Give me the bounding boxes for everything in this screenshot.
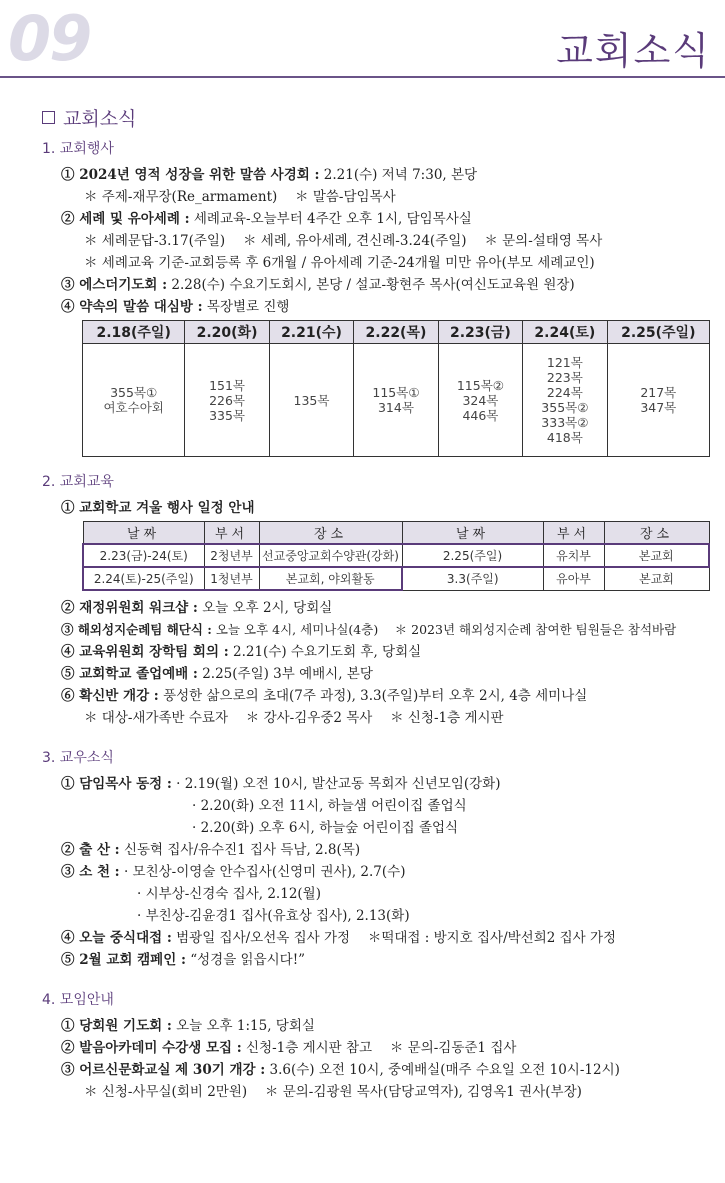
winter-header: 장소 [604, 522, 709, 545]
edu-item-2-label: ② 재정위원회 워크샵 : [61, 600, 198, 616]
table-cell: 본교회 [604, 544, 709, 567]
edu-item-3-label: ③ 해외성지순례팀 해단식 : [61, 622, 212, 637]
visit-group: 347목 [640, 400, 677, 415]
table-cell: 2.25(주일) [402, 544, 543, 567]
visit-header: 2.25(주일) [607, 321, 709, 344]
event-item-4 [42, 296, 712, 318]
edu-item-1 [42, 497, 712, 519]
meeting-item-3-note: ＊ 신청-사무실(회비 2만원) ＊ 문의-김광원 목사(담당교역자), 김영옥1 권사(부장) [84, 1084, 582, 1100]
edu-item-5 [42, 663, 712, 685]
visit-group: 여호수아회 [103, 400, 164, 415]
visit-cell [354, 344, 438, 457]
visit-group: 446목 [462, 407, 499, 423]
page-title: 교회소식 [556, 29, 711, 73]
winter-header: 부서 [543, 522, 604, 545]
edu-item-1-label: ① 교회학교 겨울 행사 일정 안내 [61, 500, 255, 516]
member-item-1-line: · 2.20(화) 오전 11시, 하늘샘 어린이집 졸업식 [192, 798, 467, 814]
edu-item-3-text: 오늘 오후 4시, 세미나실(4층) ＊ 2023년 해외성지순례 참여한 팀원들은 참석바람 [211, 622, 677, 637]
square-icon [42, 111, 55, 124]
event-item-3-label: ③ 에스더기도회 : [61, 277, 168, 293]
member-item-4-text: 범광일 집사/오선옥 집사 가정 ＊떡대접 : 방지호 집사/박선희2 집사 가정 [171, 930, 617, 946]
visit-header: 2.18(주일) [83, 321, 185, 344]
event-item-3 [42, 274, 712, 296]
event-item-2 [42, 208, 712, 230]
event-item-3-text: 2.28(수) 수요기도회시, 본당 / 설교-황현주 목사(여신도교육원 원장) [167, 277, 575, 293]
winter-header: 날짜 [402, 522, 543, 545]
section-title-text: 교회소식 [63, 108, 137, 130]
visit-group: 355목② [541, 400, 589, 415]
visit-cell [185, 344, 269, 457]
member-item-1 [42, 773, 712, 795]
member-item-3-label: ③ 소 천 : [61, 864, 120, 880]
meeting-item-3-label: ③ 어르신문화교실 제 30기 개강 : [61, 1062, 266, 1078]
visit-group: 333목② [541, 415, 589, 430]
meeting-item-1 [42, 1015, 712, 1037]
visit-schedule-table [82, 320, 710, 457]
table-cell: 3.3(주일) [402, 567, 543, 590]
event-item-1-label: ① 2024년 영적 성장을 위한 말씀 사경회 : [61, 167, 320, 183]
meeting-item-2-label: ② 발음아카데미 수강생 모집 : [61, 1040, 242, 1056]
edu-item-6 [42, 685, 712, 707]
meeting-item-2-text: 신청-1층 게시판 참고 ＊ 문의-김동준1 집사 [241, 1040, 517, 1056]
header-divider [0, 76, 725, 78]
winter-header: 부서 [204, 522, 259, 545]
visit-group: 355목① [110, 385, 158, 400]
visit-group: 314목 [377, 400, 414, 415]
member-item-5-label: ⑤ 2월 교회 캠페인 : [61, 952, 186, 968]
table-cell: 2청년부 [204, 544, 259, 567]
edu-item-4 [42, 641, 712, 663]
member-item-2-text: 신동혁 집사/유수진1 집사 득남, 2.8(목) [119, 842, 361, 858]
category-events: 1. 교회행사 [42, 141, 114, 157]
edu-item-6-note: ＊ 대상-새가족반 수료자 ＊ 강사-김우중2 목사 ＊ 신청-1층 게시판 [84, 710, 504, 726]
visit-group: 115목① [372, 385, 420, 400]
visit-header: 2.21(수) [269, 321, 353, 344]
event-item-1-text: 2.21(수) 저녁 7:30, 본당 [319, 167, 478, 183]
meeting-item-2 [42, 1037, 712, 1059]
edu-item-2-text: 오늘 오후 2시, 당회실 [197, 600, 333, 616]
event-item-2-note2: ＊ 세례교육 기준-교회등록 후 6개월 / 유아세례 기준-24개월 미만 유아(부모 세례교인) [84, 255, 595, 271]
section-title [42, 104, 136, 131]
visit-header: 2.24(토) [523, 321, 607, 344]
event-item-1-note: ＊ 주제-재무장(Re_armament) ＊ 말씀-담임목사 [84, 189, 396, 205]
table-cell: 선교중앙교회수양관(강화) [259, 544, 402, 567]
visit-cell [523, 344, 607, 457]
event-item-1 [42, 164, 712, 186]
member-item-3-line: · 모친상-이영술 안수집사(신영미 권사), 2.7(수) [123, 864, 406, 880]
visit-group: 135목 [293, 392, 330, 408]
table-cell: 유아부 [543, 567, 604, 590]
visit-group: 223목 [546, 370, 583, 385]
edu-item-3 [42, 619, 712, 641]
member-item-4 [42, 927, 712, 949]
member-item-3 [42, 861, 712, 883]
member-item-5-text: “성경을 읽읍시다!” [185, 952, 306, 968]
visit-cell [83, 344, 185, 457]
table-cell: 본교회 [604, 567, 709, 590]
table-cell: 본교회, 야외활동 [259, 567, 402, 590]
member-item-2 [42, 839, 712, 861]
visit-group: 324목 [462, 392, 499, 408]
meeting-item-3 [42, 1059, 712, 1081]
winter-header: 날짜 [83, 522, 204, 545]
edu-item-6-text: 풍성한 삶으로의 초대(7주 과정), 3.3(주일)부터 오후 2시, 4층 세미나실 [158, 688, 588, 704]
visit-cell [269, 344, 353, 457]
member-item-3-line: · 부친상-김윤경1 집사(유효상 집사), 2.13(화) [137, 908, 410, 924]
table-cell: 1청년부 [204, 567, 259, 590]
visit-header: 2.22(목) [354, 321, 438, 344]
winter-schedule-table [82, 521, 710, 591]
visit-header: 2.20(화) [185, 321, 269, 344]
edu-item-5-label: ⑤ 교회학교 졸업예배 : [61, 666, 198, 682]
event-item-2-text: 세례교육-오늘부터 4주간 오후 1시, 담임목사실 [189, 211, 472, 227]
visit-group: 335목 [209, 407, 246, 423]
member-item-3-line: · 시부상-신경숙 집사, 2.12(월) [137, 886, 321, 902]
meeting-item-3-text: 3.6(수) 오전 10시, 중예배실(매주 수요일 오전 10시-12시) [265, 1062, 620, 1078]
category-education: 2. 교회교육 [42, 474, 114, 490]
member-item-5 [42, 949, 712, 971]
edu-item-4-label: ④ 교육위원회 장학팀 회의 : [61, 644, 229, 660]
edu-item-4-text: 2.21(수) 수요기도회 후, 당회실 [228, 644, 422, 660]
member-item-4-label: ④ 오늘 중식대접 : [61, 930, 172, 946]
table-cell: 유치부 [543, 544, 604, 567]
visit-header: 2.23(금) [438, 321, 522, 344]
visit-group: 217목 [640, 385, 677, 400]
category-meetings: 4. 모임안내 [42, 992, 114, 1008]
visit-group: 151목 [209, 377, 246, 393]
member-item-1-line: · 2.19(월) 오전 10시, 발산교동 목회자 신년모임(강화) [176, 776, 501, 792]
edu-item-2 [42, 597, 712, 619]
meeting-item-1-text: 오늘 오후 1:15, 당회실 [171, 1018, 315, 1034]
event-item-4-text: 목장별로 진행 [202, 299, 290, 315]
table-cell: 2.23(금)-24(토) [83, 544, 204, 567]
visit-group: 115목② [456, 377, 504, 393]
visit-group: 418목 [546, 430, 583, 445]
table-cell: 2.24(토)-25(주일) [83, 567, 204, 590]
member-item-1-line: · 2.20(화) 오후 6시, 하늘숲 어린이집 졸업식 [192, 820, 459, 836]
meeting-item-1-label: ① 당회원 기도회 : [61, 1018, 172, 1034]
edu-item-6-label: ⑥ 확신반 개강 : [61, 688, 159, 704]
event-item-2-note1: ＊ 세례문답-3.17(주일) ＊ 세례, 유아세례, 견신례-3.24(주일) ＊ 문의-설태영 목사 [84, 233, 603, 249]
visit-group: 226목 [209, 392, 246, 408]
visit-cell [438, 344, 522, 457]
edu-item-5-text: 2.25(주일) 3부 예배시, 본당 [197, 666, 373, 682]
event-item-4-label: ④ 약속의 말씀 대심방 : [61, 299, 203, 315]
visit-group: 121목 [546, 355, 583, 370]
category-member-news: 3. 교우소식 [42, 750, 114, 766]
event-item-2-label: ② 세례 및 유아세례 : [61, 211, 190, 227]
visit-group: 224목 [546, 385, 583, 400]
page-number: 09 [8, 2, 91, 75]
news-content [42, 138, 712, 1103]
visit-cell [607, 344, 709, 457]
winter-header: 장소 [259, 522, 402, 545]
member-item-1-label: ① 담임목사 동정 : [61, 776, 172, 792]
member-item-2-label: ② 출 산 : [61, 842, 120, 858]
